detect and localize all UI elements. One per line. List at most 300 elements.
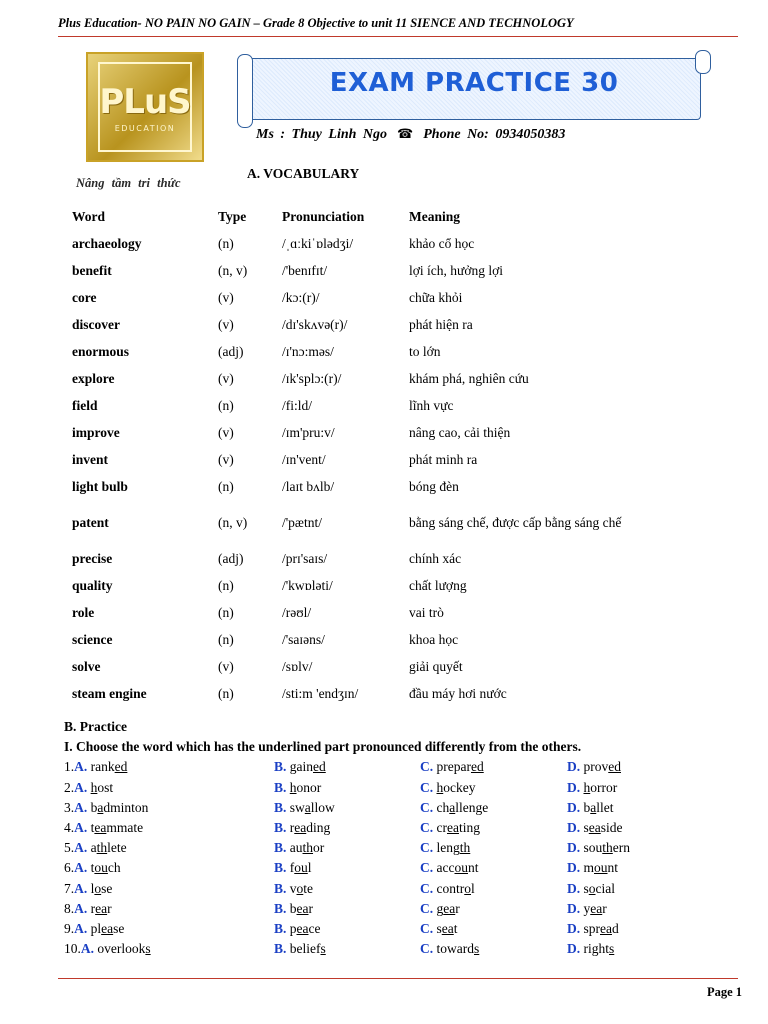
vocabulary-row (64, 473, 647, 500)
question-number: 4. (64, 819, 75, 835)
vocab-word: quality (72, 577, 113, 593)
underlined-part: ed (470, 759, 484, 775)
vocab-type: (n, v) (218, 262, 248, 278)
header-pronunciation: Pronunciation (282, 208, 365, 224)
teacher-name: Ms : Thuy Linh Ngo (256, 127, 388, 142)
vocab-word: steam engine (72, 685, 147, 701)
option-letter: D. (567, 840, 581, 856)
question-row (64, 879, 616, 899)
underlined-part: ed (313, 759, 326, 775)
option-text: nt (467, 860, 479, 876)
option-letter: C. (420, 759, 434, 775)
vocab-word: role (72, 604, 95, 620)
option-letter: D. (567, 860, 581, 876)
vocab-pronunciation: /rəʊl/ (282, 604, 312, 620)
option-text: pl (90, 920, 102, 936)
underlined-part: s (145, 941, 151, 957)
answer-option-d[interactable] (567, 838, 630, 858)
running-header: Plus Education- NO PAIN NO GAIN – Grade 8 Objective to unit 11 SIENCE AND TECHNOLOGY (58, 16, 574, 30)
answer-option-d[interactable] (567, 858, 618, 878)
question-row (64, 757, 621, 777)
answer-option-c[interactable] (420, 778, 475, 798)
option-letter: B. (274, 880, 287, 896)
vocab-pronunciation: /'benɪfɪt/ (282, 262, 328, 278)
answer-option-b[interactable] (274, 899, 313, 919)
vocab-type: (adj) (218, 550, 244, 566)
question-row (64, 818, 623, 838)
answer-option-a[interactable] (64, 899, 112, 919)
plus-education-logo (86, 52, 204, 162)
option-letter: B. (274, 840, 287, 856)
option-text: r (455, 900, 460, 916)
vocab-word: improve (72, 424, 120, 440)
answer-option-a[interactable] (64, 798, 148, 818)
vocab-word: core (72, 289, 97, 305)
option-letter: C. (420, 900, 434, 916)
underlined-part: s (474, 941, 480, 957)
underlined-part: a (97, 799, 104, 815)
slogan: Nâng tầm tri thức (76, 176, 181, 190)
vocabulary-row (64, 500, 647, 545)
answer-option-b[interactable] (274, 939, 326, 959)
answer-option-a[interactable] (64, 838, 127, 858)
vocab-pronunciation: /'kwɒləti/ (282, 577, 333, 593)
vocabulary-section-title: A. VOCABULARY (247, 166, 360, 181)
underlined-part: ou (454, 860, 468, 876)
option-text: g (436, 900, 444, 916)
underlined-part: s (609, 941, 615, 957)
option-text: ting (458, 819, 480, 835)
option-letter: D. (567, 920, 581, 936)
vocab-meaning: nâng cao, cải thiện (409, 424, 511, 440)
option-text: acc (436, 860, 455, 876)
exam-title: EXAM PRACTICE 30 (329, 68, 619, 98)
option-text: ding (306, 819, 331, 835)
option-letter: B. (274, 920, 287, 936)
header-rule (58, 36, 738, 37)
answer-option-d[interactable] (567, 757, 621, 777)
underlined-part: ou (594, 860, 608, 876)
option-letter: D. (567, 779, 581, 795)
vocab-type: (n) (218, 397, 234, 413)
option-letter: A. (74, 900, 88, 916)
underlined-part: th (96, 840, 108, 856)
vocab-type: (n) (218, 478, 234, 494)
answer-option-c[interactable] (420, 879, 475, 899)
underlined-part: th (602, 840, 613, 856)
option-text: llet (596, 799, 614, 815)
vocab-pronunciation: /ɪm'pru:v/ (282, 424, 335, 440)
question-row (64, 939, 615, 959)
underlined-part: s (320, 941, 326, 957)
answer-option-b[interactable] (274, 858, 312, 878)
vocab-word: discover (72, 316, 120, 332)
option-text: se (101, 880, 113, 896)
vocab-pronunciation: /kɔ:(r)/ (282, 289, 320, 305)
question-number: 8. (64, 900, 75, 916)
vocab-type: (adj) (218, 343, 244, 359)
vocab-meaning: giải quyết (409, 658, 463, 674)
answer-option-a[interactable] (64, 757, 127, 777)
answer-option-b[interactable] (274, 919, 320, 939)
option-text: s (583, 819, 589, 835)
practice-instruction: I. Choose the word which has the underlined part pronounced differently from the others. (64, 739, 582, 755)
option-letter: C. (420, 819, 434, 835)
option-letter: B. (274, 819, 287, 835)
answer-option-a[interactable] (64, 818, 143, 838)
answer-option-b[interactable] (274, 838, 324, 858)
vocabulary-row (64, 572, 647, 599)
vocabulary-row (64, 680, 647, 707)
answer-option-b[interactable] (274, 818, 330, 838)
answer-option-a[interactable] (64, 919, 124, 939)
option-text: mmate (106, 819, 144, 835)
answer-option-c[interactable] (420, 757, 484, 777)
vocab-pronunciation: /laɪt bʌlb/ (282, 478, 335, 494)
vocab-word: science (72, 631, 113, 647)
question-list (64, 757, 631, 959)
vocabulary-row (64, 284, 647, 311)
header-type: Type (218, 208, 247, 224)
vocabulary-row (64, 257, 647, 284)
option-text: p (289, 920, 297, 936)
vocabulary-table (64, 203, 647, 707)
option-letter: D. (567, 759, 581, 775)
option-letter: A. (74, 860, 88, 876)
vocab-pronunciation: /ɪn'vent/ (282, 451, 326, 467)
underlined-part: a (449, 799, 456, 815)
underlined-part: h (90, 779, 98, 795)
vocabulary-row (64, 365, 647, 392)
vocab-word: solve (72, 658, 101, 674)
vocab-pronunciation: /ɪ'nɔ:məs/ (282, 343, 334, 359)
vocab-pronunciation: /fi:ld/ (282, 397, 312, 413)
option-text: f (289, 860, 295, 876)
vocab-meaning: khảo cổ học (409, 235, 475, 251)
vocab-word: precise (72, 550, 113, 566)
underlined-part: h (436, 779, 444, 795)
question-number: 6. (64, 860, 75, 876)
vocab-pronunciation: /'pætnt/ (282, 514, 322, 530)
option-letter: A. (74, 840, 88, 856)
question-row (64, 778, 618, 798)
vocab-word: invent (72, 451, 109, 467)
underlined-part: ea (441, 920, 454, 936)
answer-option-a[interactable] (64, 939, 151, 959)
option-text: s (436, 920, 442, 936)
option-text: ce (308, 920, 321, 936)
answer-option-c[interactable] (420, 818, 480, 838)
question-row (64, 858, 619, 878)
vocab-pronunciation: /sɒlv/ (282, 658, 313, 674)
vocab-meaning: khám phá, nghiên cứu (409, 370, 529, 386)
option-text: t (90, 819, 95, 835)
underlined-part: o (94, 880, 102, 896)
option-text: se (113, 920, 125, 936)
vocab-type: (v) (218, 316, 234, 332)
vocab-word: field (72, 397, 98, 413)
vocab-meaning: bằng sáng chế, được cấp bằng sáng chế (409, 514, 622, 530)
option-text: lete (107, 840, 127, 856)
answer-option-b[interactable] (274, 778, 321, 798)
vocab-type: (v) (218, 289, 234, 305)
option-text: b (289, 900, 297, 916)
option-text: overlook (97, 941, 146, 957)
underlined-part: ou (294, 860, 308, 876)
vocabulary-row (64, 653, 647, 680)
vocab-word: explore (72, 370, 115, 386)
option-text: cr (436, 819, 447, 835)
vocab-type: (n) (218, 685, 234, 701)
option-text: llow (310, 799, 335, 815)
underlined-part: th (459, 840, 471, 856)
underlined-part: ea (95, 900, 108, 916)
vocab-word: enormous (72, 343, 129, 359)
vocabulary-row (64, 392, 647, 419)
vocab-meaning: khoa học (409, 631, 459, 647)
question-number: 10. (64, 941, 81, 957)
option-letter: C. (420, 941, 434, 957)
option-letter: B. (274, 860, 287, 876)
answer-option-d[interactable] (567, 939, 614, 959)
option-text: ockey (443, 779, 476, 795)
header-word: Word (72, 208, 106, 224)
vocabulary-row (64, 419, 647, 446)
option-text: r (90, 900, 96, 916)
answer-option-c[interactable] (420, 899, 460, 919)
option-letter: A. (74, 799, 88, 815)
option-letter: B. (274, 759, 287, 775)
header-meaning: Meaning (409, 208, 461, 224)
option-letter: C. (420, 840, 434, 856)
vocabulary-row (64, 626, 647, 653)
option-text: rank (90, 759, 115, 775)
vocab-pronunciation: /prɪ'saɪs/ (282, 550, 328, 566)
underlined-part: ea (588, 819, 601, 835)
teacher-info (256, 127, 565, 143)
answer-option-d[interactable] (567, 798, 614, 818)
option-letter: D. (567, 880, 581, 896)
option-text: cial (595, 880, 616, 896)
option-text: side (600, 819, 623, 835)
option-text: belief (289, 941, 321, 957)
option-letter: A. (74, 779, 88, 795)
underlined-part: ea (296, 920, 309, 936)
underlined-part: ea (101, 920, 114, 936)
vocab-meaning: phát hiện ra (409, 316, 473, 332)
vocabulary-row (64, 338, 647, 365)
vocab-type: (v) (218, 424, 234, 440)
option-letter: A. (74, 819, 88, 835)
option-text: l (90, 880, 95, 896)
vocab-type: (n) (218, 235, 234, 251)
vocab-meaning: chất lượng (409, 577, 467, 593)
vocab-word: patent (72, 514, 109, 530)
option-letter: B. (274, 941, 287, 957)
underlined-part: ea (296, 900, 309, 916)
question-row (64, 798, 614, 818)
option-letter: B. (274, 799, 287, 815)
vocab-pronunciation: /'saɪəns/ (282, 631, 325, 647)
vocab-type: (n) (218, 631, 234, 647)
vocab-type: (v) (218, 451, 234, 467)
option-letter: C. (420, 860, 434, 876)
title-banner (237, 54, 711, 126)
underlined-part: ed (608, 759, 621, 775)
underlined-part: ea (94, 819, 107, 835)
option-text: onor (296, 779, 322, 795)
option-text: sou (583, 840, 603, 856)
option-text: prov (583, 759, 609, 775)
vocab-meaning: lợi ích, hưởng lợi (409, 262, 503, 278)
vocabulary-row (64, 230, 647, 257)
option-text: y (583, 900, 591, 916)
option-letter: A. (80, 941, 94, 957)
vocab-meaning: chữa khỏi (409, 289, 463, 305)
option-text: orror (590, 779, 618, 795)
option-letter: A. (74, 920, 88, 936)
option-text: t (453, 920, 458, 936)
option-text: d (611, 920, 619, 936)
underlined-part: h (289, 779, 297, 795)
vocab-pronunciation: /dɪ'skʌvə(r)/ (282, 316, 348, 332)
underlined-part: o (296, 880, 304, 896)
option-text: spr (583, 920, 600, 936)
answer-option-d[interactable] (567, 919, 619, 939)
answer-option-d[interactable] (567, 879, 615, 899)
answer-option-d[interactable] (567, 778, 617, 798)
option-text: leng (436, 840, 460, 856)
option-text: r (107, 900, 112, 916)
vocab-meaning: bóng đèn (409, 478, 459, 494)
question-number: 2. (64, 779, 75, 795)
option-text: r (308, 900, 313, 916)
answer-option-b[interactable] (274, 757, 326, 777)
vocabulary-header-row (64, 203, 647, 230)
vocabulary-row (64, 446, 647, 473)
vocab-meaning: lĩnh vực (409, 397, 454, 413)
vocabulary-row (64, 545, 647, 572)
underlined-part: ou (94, 860, 108, 876)
phone-icon: ☎ (397, 127, 414, 142)
vocab-word: light bulb (72, 478, 128, 494)
option-text: m (583, 860, 595, 876)
vocab-pronunciation: /ɪk'splɔ:(r)/ (282, 370, 342, 386)
answer-option-c[interactable] (420, 939, 479, 959)
underlined-part: ea (447, 819, 459, 835)
question-number: 1. (64, 759, 75, 775)
option-text: or (313, 840, 325, 856)
option-text: nt (607, 860, 619, 876)
option-text: ch (436, 799, 450, 815)
option-text: r (289, 819, 295, 835)
option-text: te (303, 880, 314, 896)
underlined-part: ea (600, 920, 612, 936)
vocab-pronunciation: /ˌɑːkiˈɒlədʒi/ (282, 235, 354, 251)
option-text: llenge (455, 799, 489, 815)
question-row (64, 899, 607, 919)
option-letter: A. (74, 759, 88, 775)
option-text: contr (436, 880, 465, 896)
vocab-pronunciation: /sti:m 'endʒɪn/ (282, 685, 359, 701)
option-letter: A. (74, 880, 88, 896)
underlined-part: ed (114, 759, 128, 775)
vocab-meaning: chính xác (409, 550, 462, 566)
option-text: ost (97, 779, 114, 795)
underlined-part: a (590, 799, 597, 815)
option-text: v (289, 880, 297, 896)
option-letter: B. (274, 779, 287, 795)
underlined-part: a (304, 799, 311, 815)
vocabulary-row (64, 599, 647, 626)
vocab-type: (n, v) (218, 514, 248, 530)
option-text: l (471, 880, 475, 896)
vocab-type: (v) (218, 658, 234, 674)
underlined-part: th (302, 840, 314, 856)
vocabulary-row (64, 311, 647, 338)
vocab-meaning: phát minh ra (409, 451, 478, 467)
answer-option-a[interactable] (64, 879, 112, 899)
underlined-part: h (583, 779, 591, 795)
question-number: 3. (64, 799, 75, 815)
vocab-type: (n) (218, 604, 234, 620)
answer-option-b[interactable] (274, 879, 313, 899)
option-text: dminton (103, 799, 149, 815)
vocab-meaning: to lớn (409, 343, 441, 359)
underlined-part: o (464, 880, 471, 896)
option-text: ern (612, 840, 631, 856)
answer-option-b[interactable] (274, 798, 335, 818)
question-row (64, 838, 631, 858)
answer-option-c[interactable] (420, 798, 488, 818)
option-letter: D. (567, 900, 581, 916)
underlined-part: ea (294, 819, 307, 835)
option-text: prepar (436, 759, 471, 775)
option-letter: C. (420, 880, 434, 896)
answer-option-c[interactable] (420, 838, 470, 858)
answer-option-c[interactable] (420, 858, 479, 878)
option-text: t (90, 860, 95, 876)
page-number: Page 1 (706, 985, 742, 999)
footer-rule (58, 978, 738, 979)
option-letter: C. (420, 920, 434, 936)
question-number: 5. (64, 840, 75, 856)
question-number: 9. (64, 920, 75, 936)
option-text: b (90, 799, 98, 815)
answer-option-d[interactable] (567, 818, 623, 838)
option-text: s (583, 880, 589, 896)
answer-option-a[interactable] (64, 858, 121, 878)
option-text: au (289, 840, 303, 856)
answer-option-c[interactable] (420, 919, 458, 939)
option-text: sw (289, 799, 305, 815)
option-text: toward (436, 941, 474, 957)
logo-subtext: EDUCATION (114, 123, 176, 133)
option-text: b (583, 799, 591, 815)
vocab-word: benefit (72, 262, 112, 278)
option-letter: D. (567, 799, 581, 815)
teacher-phone: Phone No: 0934050383 (423, 127, 566, 142)
logo-wordmark: PLuS (99, 81, 191, 122)
vocab-meaning: đầu máy hơi nước (409, 685, 507, 701)
answer-option-a[interactable] (64, 778, 113, 798)
answer-option-d[interactable] (567, 899, 607, 919)
underlined-part: o (588, 880, 596, 896)
option-letter: C. (420, 799, 434, 815)
option-letter: D. (567, 941, 581, 957)
practice-section-title: B. Practice (64, 719, 127, 734)
option-letter: C. (420, 779, 434, 795)
